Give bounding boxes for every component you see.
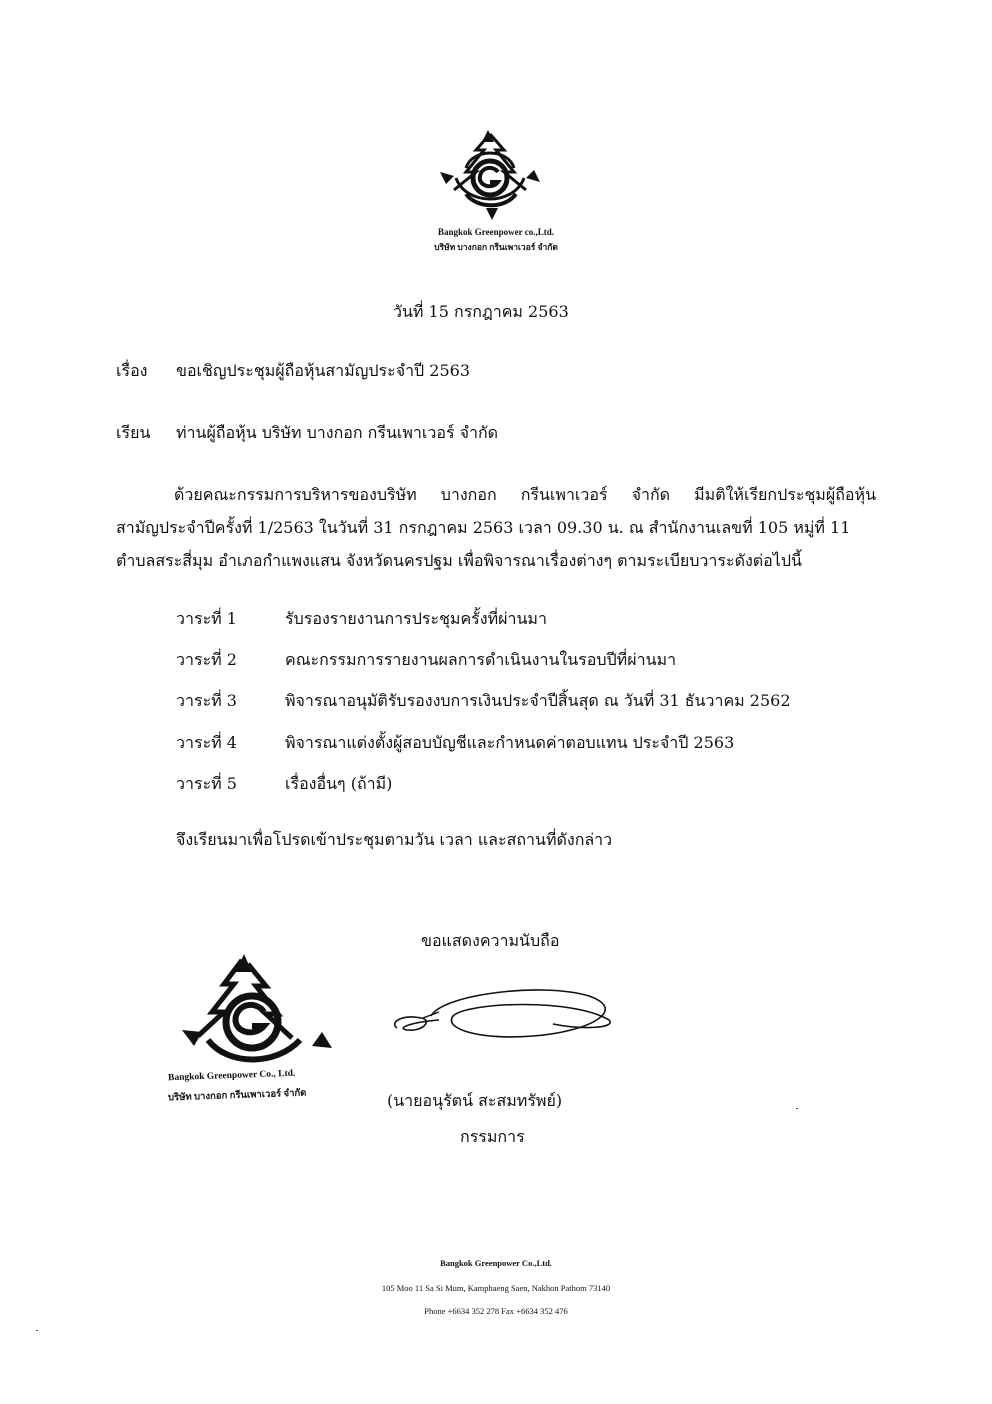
body-line-2: สามัญประจำปีครั้งที่ 1/2563 ในวันที่ 31 กรกฎาคม 2563 เวลา 09.30 น. ณ สำนักงานเลขที่ 105 หมู่ที่ 11 (116, 518, 851, 537)
letterhead-company-en: Bangkok Greenpower co.,Ltd. (438, 227, 554, 237)
agenda-number: วาระที่ 3 (176, 691, 237, 710)
company-logo-icon (436, 128, 544, 226)
agenda-number: วาระที่ 2 (176, 650, 237, 669)
agenda-number: วาระที่ 1 (176, 609, 237, 628)
letterhead-company-th: บริษัท บางกอก กรีนเพาเวอร์ จำกัด (434, 242, 558, 252)
body-line-1: ด้วยคณะกรรมการบริหารของบริษัท บางกอก กรีนเพาเวอร์ จำกัด มีมติให้เรียกประชุมผู้ถือหุ้น (174, 485, 876, 504)
agenda-text: รับรองรายงานการประชุมครั้งที่ผ่านมา (285, 609, 547, 628)
recipient-text: ท่านผู้ถือหุ้น บริษัท บางกอก กรีนเพาเวอร์ จำกัด (176, 423, 499, 442)
handwritten-signature-icon (383, 980, 618, 1050)
recipient-label: เรียน (116, 423, 151, 442)
footer-address: 105 Moo 11 Sa Si Mum, Kamphaeng Saen, Nakhon Pathom 73140 (381, 1283, 611, 1293)
agenda-number: วาระที่ 4 (176, 733, 237, 752)
signer-name: (นายอนุรัตน์ สะสมทรัพย์) (387, 1091, 563, 1110)
agenda-number: วาระที่ 5 (176, 774, 237, 793)
closing-line: จึงเรียนมาเพื่อโปรดเข้าประชุมตามวัน เวลา และสถานที่ดังกล่าว (176, 830, 613, 849)
agenda-text: คณะกรรมการรายงานผลการดำเนินงานในรอบปีที่ผ่านมา (285, 650, 677, 669)
agenda-text: พิจารณาอนุมัติรับรองงบการเงินประจำปีสิ้นสุด ณ วันที่ 31 ธันวาคม 2562 (285, 691, 791, 710)
signer-position: กรรมการ (460, 1127, 525, 1146)
agenda-text: พิจารณาแต่งตั้งผู้สอบบัญชีและกำหนดค่าตอบแทน ประจำปี 2563 (285, 733, 735, 752)
subject-text: ขอเชิญประชุมผู้ถือหุ้นสามัญประจำปี 2563 (176, 361, 471, 380)
regards-line: ขอแสดงความนับถือ (421, 931, 560, 950)
agenda-text: เรื่องอื่นๆ (ถ้ามี) (285, 774, 393, 793)
footer-company: Bangkok Greenpower Co.,Ltd. (440, 1258, 552, 1268)
scan-speck (796, 1108, 798, 1109)
scan-speck (36, 1330, 38, 1331)
subject-label: เรื่อง (116, 361, 148, 380)
stamp-company-th: บริษัท บางกอก กรีนเพาเวอร์ จำกัด (167, 1088, 307, 1104)
stamp-company-en: Bangkok Greenpower Co., Ltd. (167, 1068, 296, 1084)
footer-contact: Phone +6634 352 278 Fax +6634 352 476 (424, 1306, 568, 1316)
body-paragraph (116, 478, 876, 577)
body-line-3: ตำบลสระสี่มุม อำเภอกำแพงแสน จังหวัดนครปฐม เพื่อพิจารณาเรื่องต่างๆ ตามระเบียบวาระดังต่อไปนี้ (116, 551, 802, 570)
letter-date: วันที่ 15 กรกฎาคม 2563 (393, 302, 569, 321)
